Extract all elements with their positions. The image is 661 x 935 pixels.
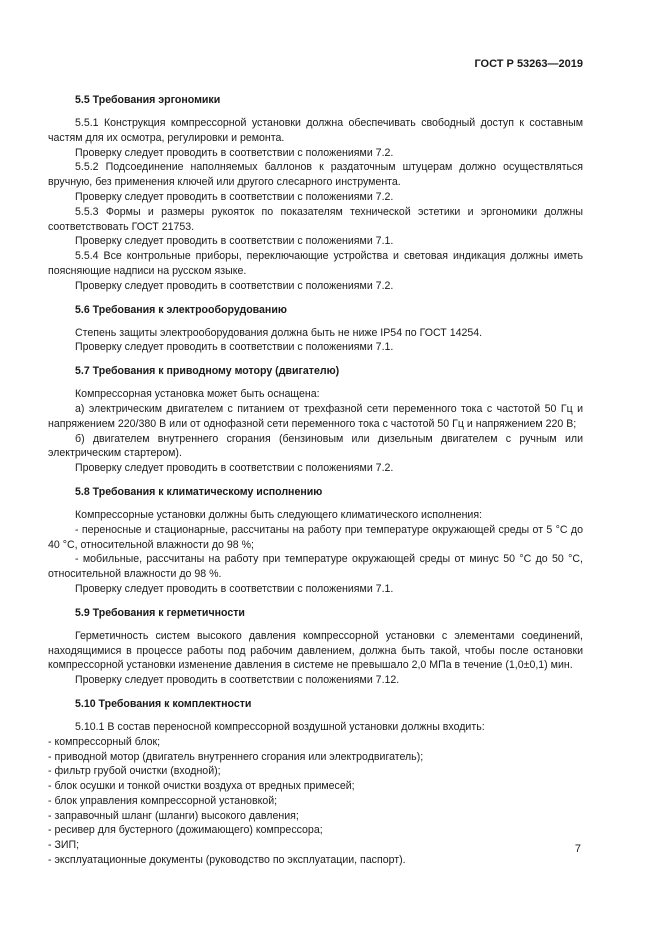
paragraph: Компрессорная установка может быть оснащена: [75, 388, 320, 401]
document-body [48, 94, 583, 868]
section-5-9 [48, 607, 583, 688]
paragraph: 5.5.2 Подсоединение наполняемых баллонов к раздаточным штуцерам должно осуществляться вручную, без применения ключей или другого слесарного инструмента. [48, 161, 583, 189]
section-heading: 5.6 Требования к электрооборудованию [75, 303, 287, 316]
section-5-7 [48, 365, 583, 476]
paragraph: Компрессорные установки должны быть следующего климатического исполнения: [75, 508, 483, 521]
paragraph: Проверку следует проводить в соответствии с положениями 7.2. [75, 279, 394, 292]
section-heading: 5.7 Требования к приводному мотору (двигателю) [75, 365, 340, 378]
document-id: ГОСТ Р 53263—2019 [474, 58, 583, 70]
paragraph: - мобильные, рассчитаны на работу при температуре окружающей среды от минус 50 °С до 50 °С, относительной влажности до 98 %. [48, 553, 583, 581]
list-item: - компрессорный блок; [48, 735, 161, 748]
section-5-10 [48, 698, 583, 868]
list-item: - ресивер для бустерного (дожимающего) компрессора; [48, 824, 323, 837]
section-heading: 5.8 Требования к климатическому исполнению [75, 485, 323, 498]
paragraph: Герметичность систем высокого давления компрессорной установки с элементами соединений, находящимися в процессе работы под рабочим давлением, должна быть такой, чтобы после остановки компрессорной установки изменение давления в системе не превышало 2,0 МПа в течение (1,0±0,1) мин. [48, 629, 583, 672]
list-item: - блок управления компрессорной установкой; [48, 794, 278, 807]
paragraph: Проверку следует проводить в соответствии с положениями 7.1. [75, 341, 394, 354]
paragraph: а) электрическим двигателем с питанием от трехфазной сети переменного тока с частотой 50 Гц и напряжением 220/380 В или от однофазной сети переменного тока с частотой 50 Гц и напряжением 220 В; [48, 402, 583, 430]
list-item: - фильтр грубой очистки (входной); [48, 765, 221, 778]
paragraph: Проверку следует проводить в соответствии с положениями 7.2. [75, 462, 394, 475]
list-item: - эксплуатационные документы (руководство по эксплуатации, паспорт). [48, 854, 406, 867]
paragraph: Степень защиты электрооборудования должна быть не ниже IP54 по ГОСТ 14254. [75, 326, 483, 339]
section-5-8 [48, 486, 583, 597]
section-heading: 5.10 Требования к комплектности [75, 697, 252, 710]
section-heading: 5.5 Требования эргономики [75, 94, 221, 106]
paragraph: Проверку следует проводить в соответствии с положениями 7.2. [75, 190, 394, 203]
paragraph: Проверку следует проводить в соответствии с положениями 7.2. [75, 146, 394, 159]
paragraph: 5.5.3 Формы и размеры рукояток по показателям технической эстетики и эргономики должны соответствовать ГОСТ 21753. [48, 205, 583, 233]
paragraph: 5.10.1 В состав переносной компрессорной воздушной установки должны входить: [75, 720, 485, 733]
list-item: - заправочный шланг (шланги) высокого давления; [48, 809, 299, 822]
paragraph: Проверку следует проводить в соответствии с положениями 7.12. [75, 674, 400, 687]
list-item: - ЗИП; [48, 839, 80, 852]
section-5-5 [48, 94, 583, 294]
paragraph: 5.5.4 Все контрольные приборы, переключающие устройства и световая индикация должны иметь поясняющие надписи на русском языке. [48, 250, 583, 277]
section-5-6 [48, 304, 583, 356]
list-item: - блок осушки и тонкой очистки воздуха от вредных примесей; [48, 780, 355, 793]
section-heading: 5.9 Требования к герметичности [75, 606, 245, 619]
page-number: 7 [574, 843, 581, 855]
list-item: - приводной мотор (двигатель внутреннего сгорания или электродвигатель); [48, 750, 424, 763]
paragraph: Проверку следует проводить в соответствии с положениями 7.1. [75, 235, 394, 248]
paragraph: Проверку следует проводить в соответствии с положениями 7.1. [75, 582, 394, 595]
paragraph: б) двигателем внутреннего сгорания (бензиновым или дизельным двигателем с ручным или электрическим стартером). [48, 432, 583, 460]
paragraph: 5.5.1 Конструкция компрессорной установки должна обеспечивать свободный доступ к составным частям для их осмотра, регулировки и ремонта. [48, 117, 583, 144]
paragraph: - переносные и стационарные, рассчитаны на работу при температуре окружающей среды от 5 °С до 40 °С, относительной влажности до 98 %; [48, 523, 583, 551]
